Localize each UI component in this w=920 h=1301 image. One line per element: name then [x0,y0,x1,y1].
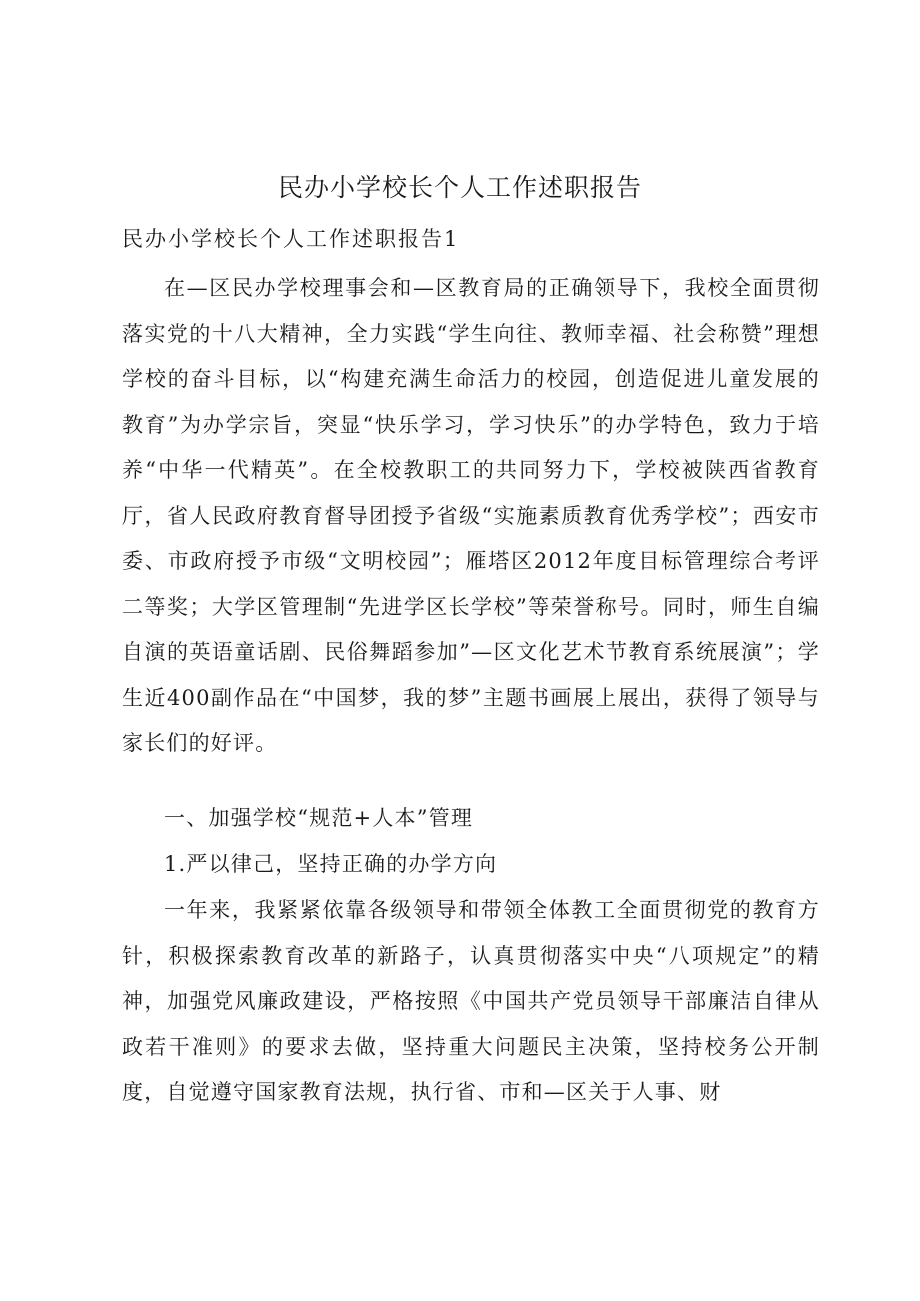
intro-paragraph: 在—区民办学校理事会和—区教育局的正确领导下，我校全面贯彻落实党的十八大精神，全力实践“学生向往、教师幸福、社会称赞”理想学校的奋斗目标，以“构建充满生命活力的校园，创造促进儿童发展的教育”为办学宗旨，突显“快乐学习，学习快乐”的办学特色，致力于培养“中华一代精英”。在全校教职工的共同努力下，学校被陕西省教育厅，省人民政府教育督导团授予省级“实施素质教育优秀学校”；西安市委、市政府授予市级“文明校园”；雁塔区2012年度目标管理综合考评二等奖；大学区管理制“先进学区长学校”等荣誉称号。同时，师生自编自演的英语童话剧、民俗舞蹈参加”—区文化艺术节教育系统展演”；学生近400副作品在“中国梦，我的梦”主题书画展上展出，获得了领导与家长们的好评。 [122,276,820,755]
report-subtitle: 民办小学校长个人工作述职报告1 [122,227,460,251]
section-1-paragraph: 一年来，我紧紧依靠各级领导和带领全体教工全面贯彻党的教育方针，积极探索教育改革的新路子，认真贯彻落实中央“八项规定”的精神，加强党风廉政建设，严格按照《中国共产党员领导干部廉洁自律从政若干准则》的要求去做，坚持重大问题民主决策，坚持校务公开制度，自觉遵守国家教育法规，执行省、市和—区关于人事、财 [122,898,820,1104]
subsection-heading-1-1: 1.严以律己，坚持正确的办学方向 [164,852,498,876]
section-heading-1: 一、加强学校“规范+人本”管理 [164,806,474,830]
document-title: 民办小学校长个人工作述职报告 [277,173,642,202]
